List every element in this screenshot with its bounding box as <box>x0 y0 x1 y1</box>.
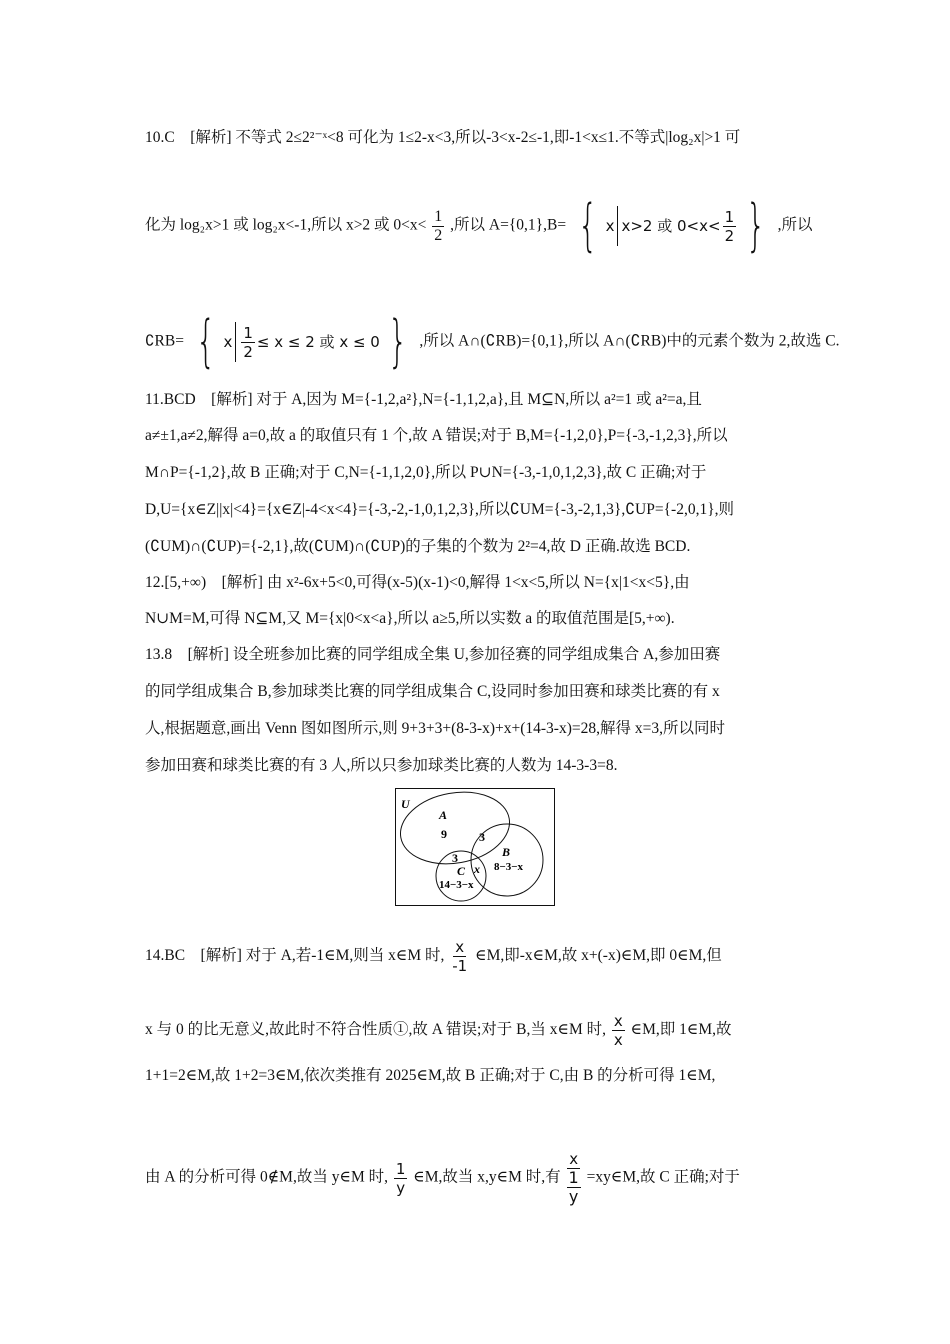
value-a-and-c: 3 <box>452 851 458 865</box>
fraction-one-half <box>723 208 737 245</box>
fraction-numerator: 1 <box>568 1168 579 1187</box>
compound-fraction <box>567 1150 581 1206</box>
q10-line-2-text-c: ,所以 <box>777 216 813 234</box>
inner-fraction <box>567 1169 581 1206</box>
left-brace-icon: { <box>577 193 598 258</box>
set-b-builder <box>570 193 774 258</box>
set-complement-builder <box>188 309 416 374</box>
q14-line-2-text-b: ∈M,即 1∈M,故 <box>630 1021 732 1039</box>
fraction-denominator: y <box>396 1178 406 1197</box>
q14-line-1 <box>145 938 722 975</box>
fraction-numerator: 1 <box>395 1159 406 1178</box>
fraction-denominator: x <box>613 1031 623 1049</box>
fraction-one-half <box>241 324 255 361</box>
q10-line-2-text-b: ,所以 A={0,1},B= <box>450 216 567 234</box>
fraction-numerator: x <box>613 1012 623 1030</box>
q13-line: 13.8 [解析] 设全班参加比赛的同学组成全集 U,参加径赛的同学组成集合 A,参加田赛 <box>145 646 721 663</box>
q11-line: 11.BCD [解析] 对于 A,因为 M={-1,2,a²},N={-1,1,2,a},且 M⊆N,所以 a²=1 或 a²=a,且 <box>145 391 702 408</box>
q11-line: D,U={x∈Z||x|<4}={x∈Z|-4<x<4}={-3,-2,-1,0,1,2,3},所以∁UM={-3,-2,1,3},∁UP={-2,0,1},则 <box>145 501 735 518</box>
fraction-x-over-neg1 <box>450 938 469 975</box>
fraction-denominator: 2 <box>434 226 443 244</box>
q11-line: (∁UM)∩(∁UP)={-2,1},故(∁UM)∩(∁UP)的子集的个数为 2²=4,故 D 正确.故选 BCD. <box>145 538 691 555</box>
value-a-only: 9 <box>441 827 447 841</box>
fraction-numerator: x <box>455 938 465 956</box>
set-condition: ≤ x ≤ 2 或 x ≤ 0 <box>256 333 380 351</box>
value-a-and-b: 3 <box>479 830 485 844</box>
q14-line-3: 1+1=2∈M,故 1+2=3∈M,依次类推有 2025∈M,故 B 正确;对于 C,由 B 的分析可得 1∈M, <box>145 1067 716 1084</box>
q10-line-3-text-c: ,所以 A∩(∁RB)={0,1},所以 A∩(∁RB)中的元素个数为 2,故选 C. <box>419 332 840 350</box>
set-divider <box>235 322 236 362</box>
q13-line: 人,根据题意,画出 Venn 图如图所示,则 9+3+3+(8-3-x)+x+(14-3-x)=28,解得 x=3,所以同时 <box>145 720 725 737</box>
q14-line-4-text-c: =xy∈M,故 C 正确;对于 <box>586 1168 740 1186</box>
q14-line-1-text-b: ∈M,即-x∈M,故 x+(-x)∈M,即 0∈M,但 <box>475 947 722 965</box>
set-divider <box>617 206 618 246</box>
set-variable: x <box>605 217 615 235</box>
label-a: A <box>439 808 448 822</box>
label-b: B <box>502 845 511 859</box>
value-c-only: 14−3−x <box>439 879 474 891</box>
complement-symbol: ∁ <box>145 331 155 350</box>
q14-line-2-text-a: x 与 0 的比无意义,故此时不符合性质①,故 A 错误;对于 B,当 x∈M 时, <box>145 1021 606 1039</box>
q14-line-4-text-a: 由 A 的分析可得 0∉M,故当 y∈M 时, <box>145 1168 388 1186</box>
fraction-one-over-y <box>394 1160 408 1197</box>
value-b-and-c: x <box>474 862 480 876</box>
q14-line-4 <box>145 1150 740 1206</box>
right-brace-icon: } <box>387 309 408 374</box>
universal-set-box <box>396 789 555 906</box>
q10-line-2 <box>145 193 813 258</box>
value-b-only: 8−3−x <box>494 861 524 873</box>
fraction-numerator: 1 <box>724 207 735 226</box>
q14-line-1-text-a: 14.BC [解析] 对于 A,若-1∈M,则当 x∈M 时, <box>145 947 445 965</box>
fraction-denominator: 2 <box>243 342 253 361</box>
fraction-denominator: -1 <box>452 957 468 975</box>
set-variable: x <box>223 333 233 351</box>
left-brace-icon: { <box>195 309 216 374</box>
venn-diagram <box>395 788 555 906</box>
q12-line: N∪M=M,可得 N⊆M,又 M={x|0<x<a},所以 a≥5,所以实数 a 的取值范围是[5,+∞). <box>145 610 675 627</box>
q12-line: 12.[5,+∞) [解析] 由 x²-6x+5<0,可得(x-5)(x-1)<0,解得 1<x<5,所以 N={x|1<x<5},由 <box>145 574 690 591</box>
q10-line-2-text-a: 化为 log₂x>1 或 log₂x<-1,所以 x>2 或 0<x< <box>145 216 427 234</box>
q14-line-2 <box>145 1012 732 1049</box>
q14-line-4-text-b: ∈M,故当 x,y∈M 时,有 <box>413 1168 561 1186</box>
fraction-numerator: 1 <box>243 323 253 342</box>
label-u: U <box>401 797 410 811</box>
right-brace-icon: } <box>746 193 766 258</box>
q13-line: 参加田赛和球类比赛的有 3 人,所以只参加球类比赛的人数为 14-3-3=8. <box>145 757 618 774</box>
label-c: C <box>457 864 466 878</box>
set-condition: x>2 或 0<x< <box>621 217 721 235</box>
q10-line-3-text-a: RB= <box>154 332 184 350</box>
q11-line: M∩P={-1,2},故 B 正确;对于 C,N={-1,1,2,0},所以 P∪N={-3,-1,0,1,2,3},故 C 正确;对于 <box>145 464 707 481</box>
q10-line-1: 10.C [解析] 不等式 2≤2²⁻ˣ<8 可化为 1≤2-x<3,所以-3<x-2≤-1,即-1<x≤1.不等式|log₂x|>1 可 <box>145 129 741 146</box>
fraction-numerator: x <box>569 1150 579 1168</box>
q13-line: 的同学组成集合 B,参加球类比赛的同学组成集合 C,设同时参加田赛和球类比赛的有 x <box>145 683 720 700</box>
fraction-denominator: 2 <box>724 226 735 245</box>
fraction-numerator: 1 <box>434 207 443 225</box>
q11-line: a≠±1,a≠2,解得 a=0,故 a 的取值只有 1 个,故 A 错误;对于 B,M={-1,2,0},P={-3,-1,2,3},所以 <box>145 427 728 444</box>
q10-line-3 <box>145 309 840 374</box>
fraction-one-half <box>432 208 444 245</box>
fraction-x-over-x <box>612 1012 625 1049</box>
fraction-denominator: y <box>568 1187 579 1206</box>
